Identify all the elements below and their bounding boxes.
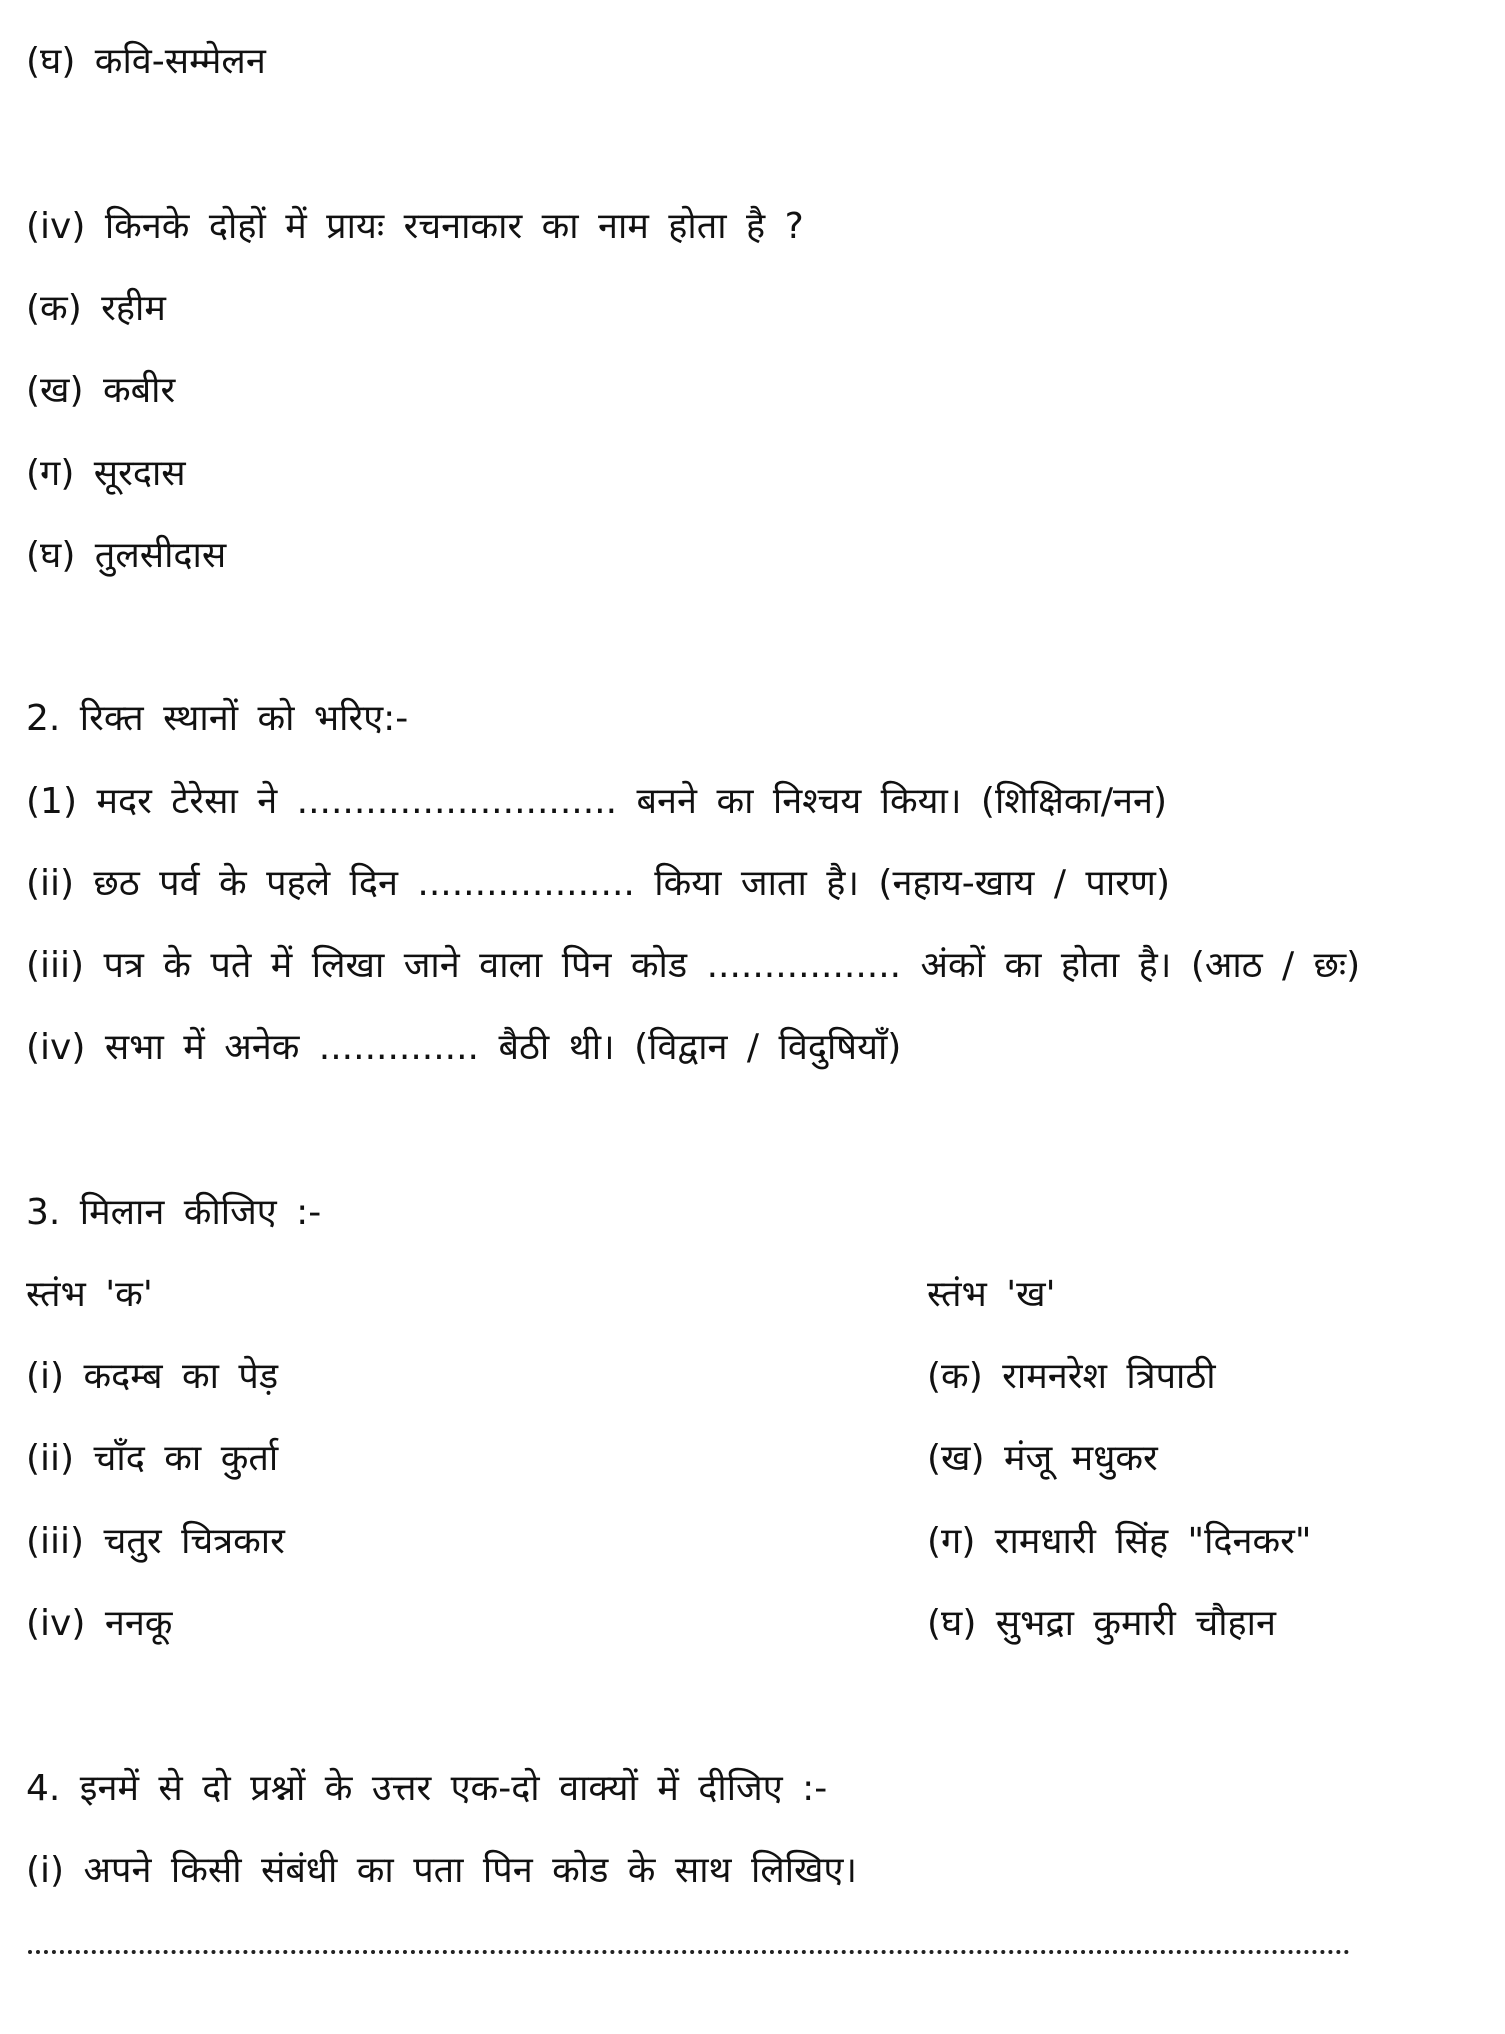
short-answer-question: (i) अपने किसी संबंधी का पता पिन कोड के साथ लिखिए। (26, 1850, 858, 1891)
match-item-b: (ख) मंजू मधुकर (927, 1438, 1158, 1479)
match-item-b: (घ) सुभद्रा कुमारी चौहान (927, 1603, 1276, 1644)
match-item-b: (क) रामनरेश त्रिपाठी (927, 1356, 1216, 1397)
fill-blank-item: (1) मदर टेरेसा ने ............................ बनने का निश्चय किया। (शिक्षिका/नन) (26, 781, 1168, 822)
option-text: (ग) सूरदास (26, 453, 186, 494)
question-text: (iv) किनके दोहों में प्रायः रचनाकार का नाम होता है ? (26, 206, 804, 247)
option-text: (ख) कबीर (26, 370, 176, 411)
answer-line (28, 1940, 1350, 1954)
fill-blank-item: (iii) पत्र के पते में लिखा जाने वाला पिन कोड ................. अंकों का होता है। (आठ / छः) (26, 945, 1361, 986)
match-item-a: (i) कदम्ब का पेड़ (26, 1356, 279, 1397)
section-heading: 4. इनमें से दो प्रश्नों के उत्तर एक-दो वाक्यों में दीजिए :- (26, 1768, 828, 1809)
fill-blank-item: (ii) छठ पर्व के पहले दिन ................... किया जाता है। (नहाय-खाय / पारण) (26, 863, 1170, 904)
column-a-header: स्तंभ 'क' (26, 1274, 153, 1315)
option-text: (घ) तुलसीदास (26, 535, 227, 576)
option-text: (घ) कवि-सम्मेलन (26, 41, 266, 82)
match-item-a: (ii) चाँद का कुर्ता (26, 1438, 279, 1479)
section-heading: 3. मिलान कीजिए :- (26, 1192, 322, 1233)
match-item-a: (iii) चतुर चित्रकार (26, 1521, 285, 1562)
fill-blank-item: (iv) सभा में अनेक .............. बैठी थी। (विद्वान / विदुषियाँ) (26, 1027, 902, 1068)
option-text: (क) रहीम (26, 288, 166, 329)
section-heading: 2. रिक्त स्थानों को भरिए:- (26, 698, 409, 739)
match-item-a: (iv) ननकू (26, 1603, 173, 1644)
match-item-b: (ग) रामधारी सिंह "दिनकर" (927, 1521, 1312, 1562)
column-b-header: स्तंभ 'ख' (927, 1274, 1056, 1315)
